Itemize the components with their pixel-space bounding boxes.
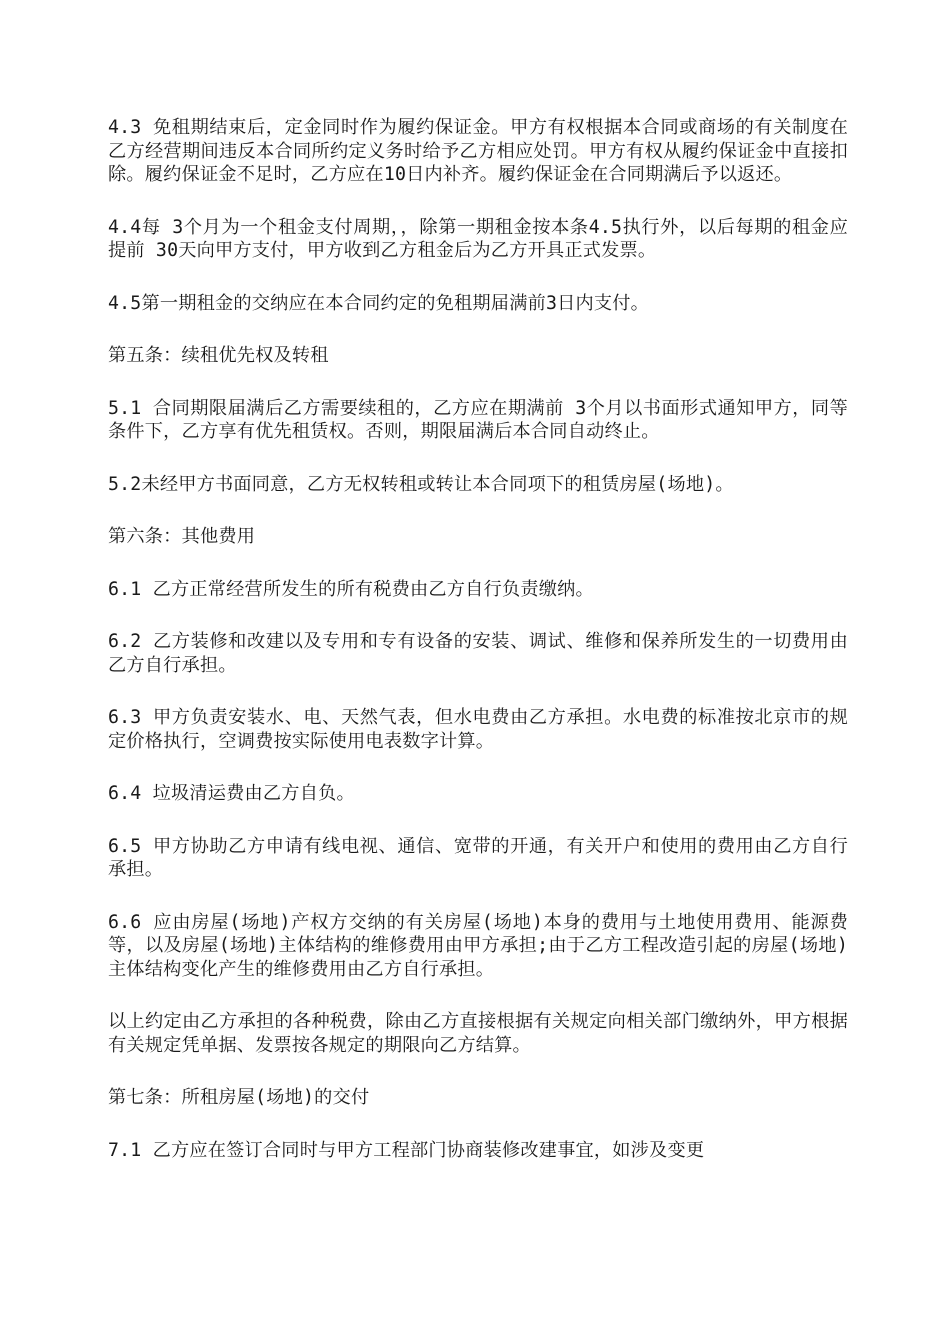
clause-5-1: 5.1 合同期限届满后乙方需要续租的，乙方应在期满前 3个月以书面形式通知甲方，同等条件下，乙方享有优先租赁权。否则，期限届满后本合同自动终止。: [108, 397, 848, 442]
clause-4-4: 4.4每 3个月为一个租金支付周期，，除第一期租金按本条4.5执行外，以后每期的租金应提前 30天向甲方支付，甲方收到乙方租金后为乙方开具正式发票。: [108, 216, 848, 261]
clause-6-5: 6.5 甲方协助乙方申请有线电视、通信、宽带的开通，有关开户和使用的费用由乙方自行承担。: [108, 835, 848, 880]
article-6-heading: 第六条：其他费用: [108, 526, 256, 547]
clause-6-1: 6.1 乙方正常经营所发生的所有税费由乙方自行负责缴纳。: [108, 578, 594, 600]
clause-4-5: 4.5第一期租金的交纳应在本合同约定的免租期届满前3日内支付。: [108, 292, 650, 314]
document-page: [108, 116, 848, 1191]
article-7-heading: 第七条：所租房屋(场地)的交付: [108, 1087, 370, 1108]
taxes-settlement-paragraph: 以上约定由乙方承担的各种税费，除由乙方直接根据有关规定向相关部门缴纳外，甲方根据有关规定凭单据、发票按各规定的期限向乙方结算。: [108, 1011, 848, 1056]
clause-4-3: 4.3 免租期结束后，定金同时作为履约保证金。甲方有权根据本合同或商场的有关制度在乙方经营期间违反本合同所约定义务时给予乙方相应处罚。甲方有权从履约保证金中直接扣除。履约保证金不足时，乙方应在10日内补齐。履约保证金在合同期满后予以返还。: [108, 117, 848, 185]
clause-6-6: 6.6 应由房屋(场地)产权方交纳的有关房屋(场地)本身的费用与土地使用费用、能源费等，以及房屋(场地)主体结构的维修费用由甲方承担;由于乙方工程改造引起的房屋(场地)主体结构变化产生的维修费用由乙方自行承担。: [108, 911, 848, 980]
clause-5-2: 5.2未经甲方书面同意，乙方无权转租或转让本合同项下的租赁房屋(场地)。: [108, 473, 734, 495]
clause-7-1: 7.1 乙方应在签订合同时与甲方工程部门协商装修改建事宜，如涉及变更: [108, 1139, 705, 1161]
article-5-heading: 第五条：续租优先权及转租: [108, 345, 329, 366]
clause-6-2: 6.2 乙方装修和改建以及专用和专有设备的安装、调试、维修和保养所发生的一切费用由乙方自行承担。: [108, 631, 848, 676]
clause-6-4: 6.4 垃圾清运费由乙方自负。: [108, 783, 355, 804]
clause-6-3: 6.3 甲方负责安装水、电、天然气表，但水电费由乙方承担。水电费的标准按北京市的规定价格执行，空调费按实际使用电表数字计算。: [108, 707, 848, 752]
